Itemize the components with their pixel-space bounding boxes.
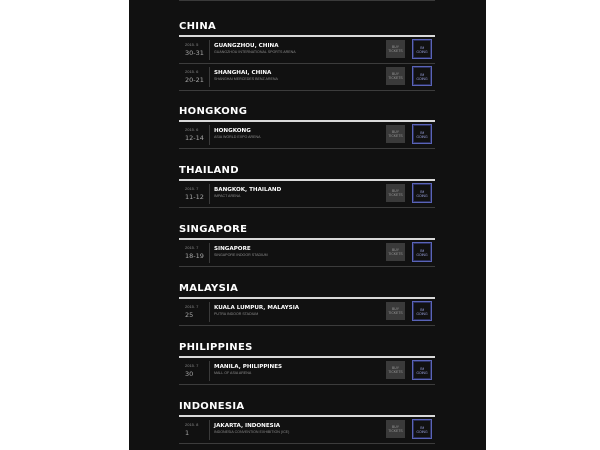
im-going-label-2: GOING — [416, 371, 428, 375]
buy-tickets-label-2: TICKETS — [388, 193, 403, 197]
event-year-month: 2015. 6 — [185, 127, 199, 132]
buy-tickets-button[interactable] — [386, 40, 405, 58]
im-going-button[interactable] — [412, 183, 432, 203]
im-going-button[interactable] — [412, 242, 432, 262]
buy-tickets-button[interactable] — [386, 184, 405, 202]
event-year-month: 2015. 5 — [185, 42, 199, 47]
buy-tickets-button[interactable] — [386, 420, 405, 438]
event-date — [179, 125, 210, 145]
event-row — [179, 122, 435, 149]
im-going-label-1: I'M — [419, 131, 425, 135]
region-china — [179, 20, 435, 91]
buy-tickets-label-1: BUY — [392, 72, 399, 76]
im-going-label-2: GOING — [416, 430, 428, 434]
region-philippines — [179, 341, 435, 385]
im-going-label-1: I'M — [419, 426, 425, 430]
region-thailand — [179, 164, 435, 208]
event-city: MANILA, PHILIPPINES — [214, 364, 283, 370]
event-days: 30 — [185, 370, 194, 378]
im-going-label-2: GOING — [416, 253, 428, 257]
im-going-button[interactable] — [412, 39, 432, 59]
region-indonesia — [179, 400, 435, 444]
event-info — [214, 422, 379, 435]
event-venue: PUTRA INDOOR STADIUM — [214, 312, 259, 316]
event-city: SINGAPORE — [214, 246, 251, 252]
im-going-label-1: I'M — [419, 367, 425, 371]
event-venue: MALL OF ASIA ARENA — [214, 371, 252, 375]
event-venue: IMPACT ARENA — [214, 194, 241, 198]
event-year-month: 2015. 6 — [185, 69, 199, 74]
event-row — [179, 181, 435, 208]
im-going-button[interactable] — [412, 301, 432, 321]
event-year-month: 2015. 7 — [185, 363, 199, 368]
buy-tickets-label-1: BUY — [392, 425, 399, 429]
buy-tickets-label-1: BUY — [392, 248, 399, 252]
event-days: 18-19 — [185, 252, 204, 260]
event-info — [214, 245, 379, 258]
region-malaysia — [179, 282, 435, 326]
im-going-label-1: I'M — [419, 190, 425, 194]
region-title: THAILAND — [179, 165, 239, 176]
im-going-label-2: GOING — [416, 312, 428, 316]
event-date — [179, 302, 210, 322]
event-city: JAKARTA, INDONESIA — [214, 423, 281, 429]
im-going-label-2: GOING — [416, 50, 428, 54]
event-city: SHANGHAI, CHINA — [214, 70, 272, 76]
im-going-label-1: I'M — [419, 249, 425, 253]
event-days: 12-14 — [185, 134, 204, 142]
event-city: BANGKOK, THAILAND — [214, 187, 282, 193]
event-info — [214, 42, 379, 55]
event-venue: SINGAPORE INDOOR STADIUM — [214, 253, 268, 257]
event-year-month: 2015. 7 — [185, 245, 199, 250]
event-row — [179, 37, 435, 64]
event-venue: INDONESIA CONVENTION EXHIBITION (ICE) — [214, 430, 290, 434]
event-days: 30-31 — [185, 49, 204, 57]
event-info — [214, 69, 379, 82]
event-row — [179, 299, 435, 326]
event-days: 11-12 — [185, 193, 204, 201]
event-city: HONGKONG — [214, 128, 251, 134]
im-going-label-1: I'M — [419, 73, 425, 77]
event-date — [179, 420, 210, 440]
buy-tickets-label-2: TICKETS — [388, 311, 403, 315]
event-city: KUALA LUMPUR, MALAYSIA — [214, 305, 300, 311]
event-row — [179, 240, 435, 267]
buy-tickets-button[interactable] — [386, 67, 405, 85]
region-title: PHILIPPINES — [179, 342, 253, 353]
region-title: MALAYSIA — [179, 283, 239, 294]
im-going-button[interactable] — [412, 66, 432, 86]
buy-tickets-label-1: BUY — [392, 307, 399, 311]
im-going-label-1: I'M — [419, 308, 425, 312]
event-row — [179, 64, 435, 91]
tour-schedule-page — [129, 0, 486, 450]
buy-tickets-button[interactable] — [386, 243, 405, 261]
top-divider — [179, 0, 435, 1]
im-going-button[interactable] — [412, 360, 432, 380]
event-year-month: 2015. 7 — [185, 304, 199, 309]
event-year-month: 2015. 8 — [185, 422, 199, 427]
event-info — [214, 186, 379, 199]
region-title: HONGKONG — [179, 106, 248, 117]
event-info — [214, 304, 379, 317]
buy-tickets-button[interactable] — [386, 302, 405, 320]
event-days: 20-21 — [185, 76, 204, 84]
event-venue: GUANGZHOU INTERNATIONAL SPORTS ARENA — [214, 50, 296, 54]
event-date — [179, 67, 210, 87]
event-row — [179, 358, 435, 385]
im-going-label-2: GOING — [416, 77, 428, 81]
event-date — [179, 40, 210, 60]
buy-tickets-label-2: TICKETS — [388, 370, 403, 374]
event-venue: ASIA WORLD EXPO ARENA — [214, 135, 261, 139]
buy-tickets-button[interactable] — [386, 125, 405, 143]
buy-tickets-button[interactable] — [386, 361, 405, 379]
event-row — [179, 417, 435, 444]
im-going-label-2: GOING — [416, 194, 428, 198]
region-title: SINGAPORE — [179, 224, 248, 235]
region-title: INDONESIA — [179, 401, 245, 412]
event-date — [179, 243, 210, 263]
event-days: 1 — [185, 429, 190, 437]
im-going-button[interactable] — [412, 124, 432, 144]
buy-tickets-label-2: TICKETS — [388, 49, 403, 53]
event-info — [214, 363, 379, 376]
buy-tickets-label-1: BUY — [392, 45, 399, 49]
region-hongkong — [179, 105, 435, 149]
event-city: GUANGZHOU, CHINA — [214, 43, 279, 49]
im-going-label-2: GOING — [416, 135, 428, 139]
event-date — [179, 361, 210, 381]
im-going-label-1: I'M — [419, 46, 425, 50]
buy-tickets-label-1: BUY — [392, 366, 399, 370]
event-info — [214, 127, 379, 140]
buy-tickets-label-2: TICKETS — [388, 429, 403, 433]
buy-tickets-label-2: TICKETS — [388, 134, 403, 138]
buy-tickets-label-2: TICKETS — [388, 252, 403, 256]
im-going-button[interactable] — [412, 419, 432, 439]
buy-tickets-label-2: TICKETS — [388, 76, 403, 80]
buy-tickets-label-1: BUY — [392, 189, 399, 193]
event-year-month: 2015. 7 — [185, 186, 199, 191]
event-days: 25 — [185, 311, 194, 319]
region-title: CHINA — [179, 21, 217, 32]
region-singapore — [179, 223, 435, 267]
event-venue: SHANGHAI MERCEDES BENZ ARENA — [214, 77, 278, 81]
event-date — [179, 184, 210, 204]
buy-tickets-label-1: BUY — [392, 130, 399, 134]
